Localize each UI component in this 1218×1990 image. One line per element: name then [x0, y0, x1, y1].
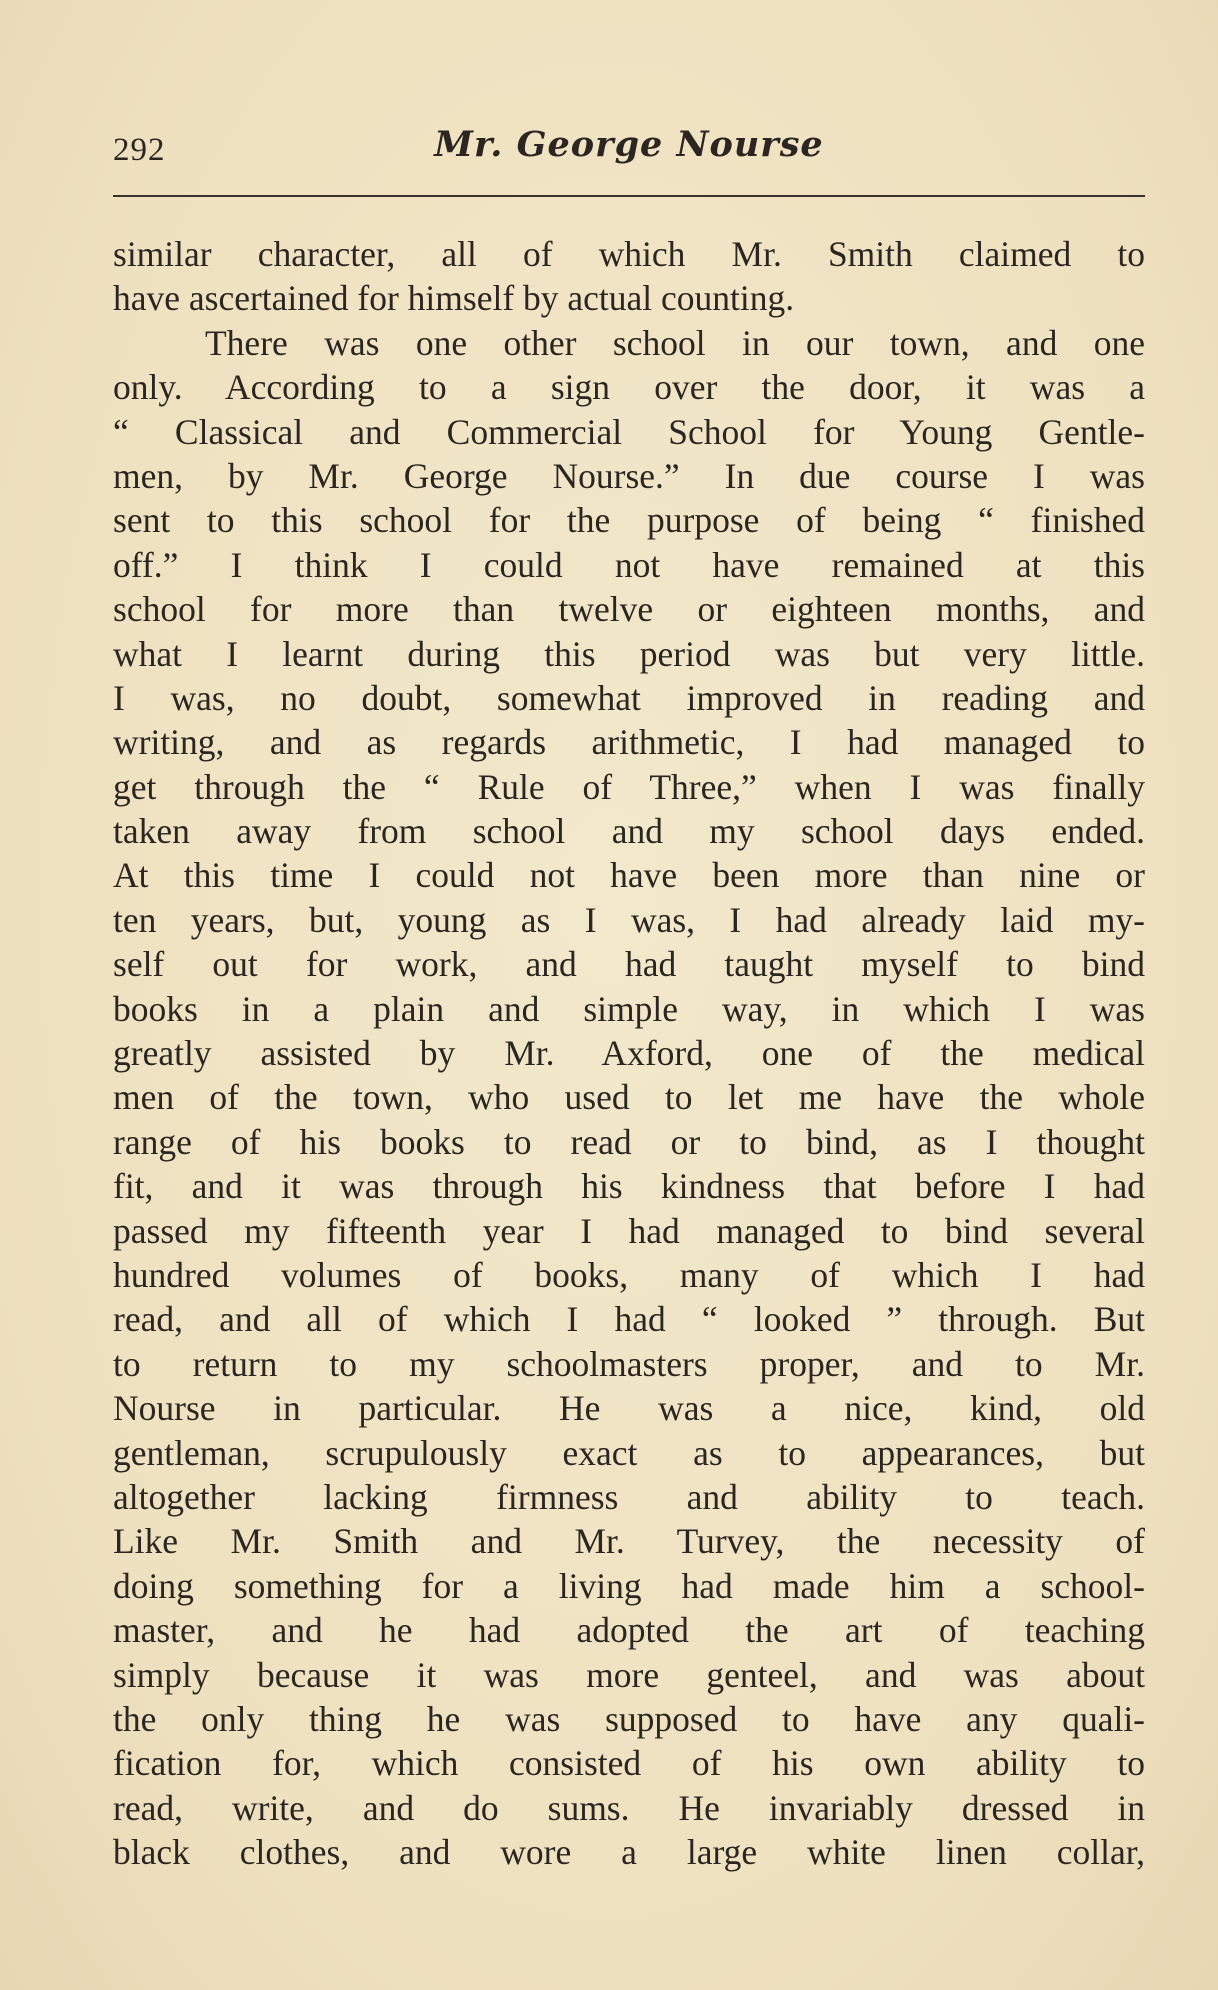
text-line: master, and he had adopted the art of teaching [113, 1610, 1145, 1651]
text-line: Like Mr. Smith and Mr. Turvey, the necessity of [113, 1521, 1145, 1562]
text-line: sent to this school for the purpose of being “ finished [113, 500, 1145, 541]
text-line: taken away from school and my school days ended. [113, 811, 1145, 852]
body-text [113, 232, 1145, 1874]
text-line: the only thing he was supposed to have any quali- [113, 1698, 1145, 1739]
text-line: range of his books to read or to bind, as I thought [113, 1121, 1145, 1162]
text-line: read, and all of which I had “ looked ” through. But [113, 1299, 1145, 1340]
text-line: There was one other school in our town, and one [205, 322, 1145, 363]
text-line: hundred volumes of books, many of which I had [113, 1254, 1145, 1295]
text-line: black clothes, and wore a large white linen collar, [113, 1832, 1145, 1873]
page-number: 292 [113, 132, 166, 168]
text-line: off.” I think I could not have remained at this [113, 544, 1145, 585]
text-line: to return to my schoolmasters proper, and to Mr. [113, 1343, 1145, 1384]
text-line: school for more than twelve or eighteen months, and [113, 589, 1145, 630]
text-line: writing, and as regards arithmetic, I had managed to [113, 722, 1145, 763]
page-header [113, 118, 1145, 178]
text-line: ten years, but, young as I was, I had already laid my- [113, 899, 1145, 940]
text-line: “ Classical and Commercial School for Young Gentle- [113, 411, 1145, 452]
text-line: read, write, and do sums. He invariably dressed in [113, 1787, 1145, 1828]
text-line: self out for work, and had taught myself to bind [113, 944, 1145, 985]
text-line: At this time I could not have been more than nine or [113, 855, 1145, 896]
text-line: books in a plain and simple way, in which I was [113, 988, 1145, 1029]
text-line: fit, and it was through his kindness that before I had [113, 1166, 1145, 1207]
header-rule [113, 195, 1145, 197]
text-line: men, by Mr. George Nourse.” In due course I was [113, 455, 1145, 496]
text-line: similar character, all of which Mr. Smith claimed to [113, 234, 1145, 274]
text-line: gentleman, scrupulously exact as to appearances, but [113, 1432, 1145, 1473]
text-line: get through the “ Rule of Three,” when I was finally [113, 766, 1145, 807]
text-line: only. According to a sign over the door, it was a [113, 367, 1145, 408]
text-line: I was, no doubt, somewhat improved in reading and [113, 677, 1145, 718]
text-line: have ascertained for himself by actual counting. [113, 278, 795, 319]
text-line: altogether lacking firmness and ability to teach. [113, 1476, 1145, 1517]
text-line: passed my fifteenth year I had managed to bind several [113, 1210, 1145, 1251]
text-line: fication for, which consisted of his own ability to [113, 1743, 1145, 1784]
text-line: what I learnt during this period was but very little. [113, 633, 1145, 674]
text-line: Nourse in particular. He was a nice, kind, old [113, 1388, 1145, 1429]
running-title: Mr. George Nourse [434, 124, 824, 165]
text-line: greatly assisted by Mr. Axford, one of the medical [113, 1033, 1145, 1074]
text-line: men of the town, who used to let me have the whole [113, 1077, 1145, 1118]
text-line: simply because it was more genteel, and was about [113, 1654, 1145, 1695]
text-line: doing something for a living had made him a school- [113, 1565, 1145, 1606]
